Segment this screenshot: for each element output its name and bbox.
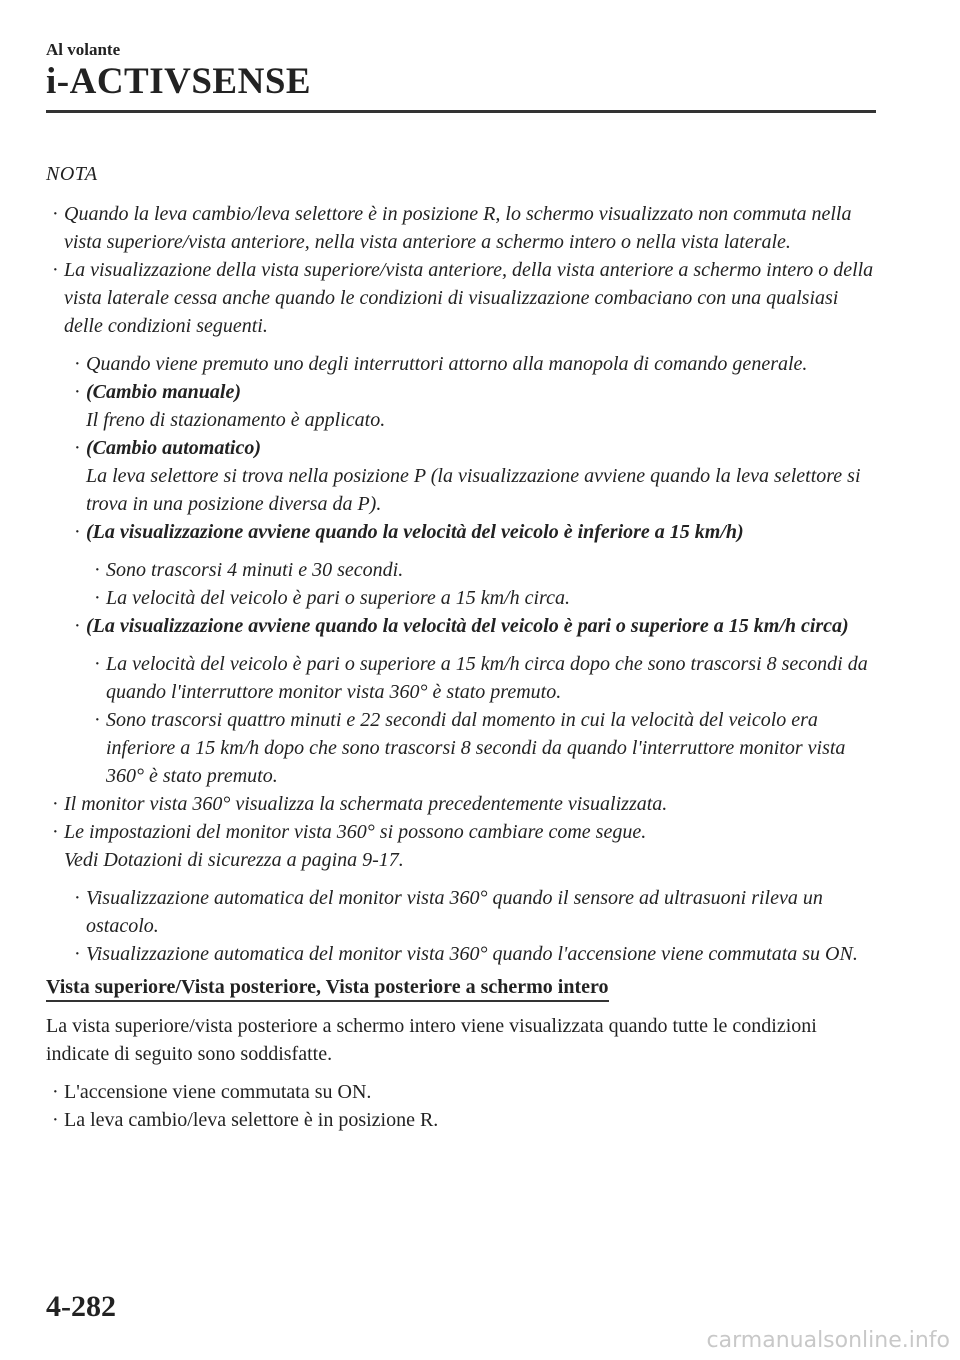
page-header — [46, 40, 311, 104]
bullet-icon: · — [94, 709, 101, 731]
bullet-icon: · — [74, 943, 81, 965]
page-number: 4-282 — [46, 1290, 116, 1323]
list-item — [52, 1078, 876, 1106]
bullet-icon: · — [52, 1081, 59, 1103]
sub-condition-item — [94, 584, 876, 612]
condition-item — [74, 612, 876, 640]
bullet-icon: · — [74, 437, 81, 459]
section-heading: Vista superiore/Vista posteriore, Vista posteriore a schermo intero — [46, 974, 609, 1002]
nota-block — [46, 200, 876, 968]
condition-text: La leva selettore si trova nella posizione P (la visualizzazione avviene quando la leva selettore si trova in una posizione diversa da P). — [86, 465, 861, 515]
list-item-text: L'accensione viene commutata su ON. — [64, 1081, 372, 1103]
bullet-icon: · — [74, 381, 81, 403]
sub-condition-item — [94, 706, 876, 790]
chapter-title: i-ACTIVSENSE — [46, 61, 312, 102]
setting-text: Visualizzazione automatica del monitor vista 360° quando il sensore ad ultrasuoni rileva un ostacolo. — [86, 887, 823, 937]
header-divider — [46, 110, 876, 113]
list-item — [52, 200, 876, 256]
bullet-icon: · — [52, 203, 59, 225]
section-label: Al volante — [46, 40, 121, 59]
condition-title: (Cambio automatico) — [86, 437, 261, 459]
condition-item — [74, 350, 876, 378]
sub-condition-text: La velocità del veicolo è pari o superiore a 15 km/h circa. — [106, 587, 570, 609]
sub-condition-text: Sono trascorsi quattro minuti e 22 secondi dal momento in cui la velocità del veicolo era inferiore a 15 km/h dopo che sono trascorsi 8 secondi da quando l'interruttore monitor vista 360° è stato premuto. — [106, 709, 846, 787]
list-item — [52, 790, 876, 818]
bullet-icon: · — [52, 793, 59, 815]
list-item-text: La leva cambio/leva selettore è in posizione R. — [64, 1109, 439, 1131]
setting-item — [74, 940, 876, 968]
nota-item-text: Le impostazioni del monitor vista 360° si possono cambiare come segue. — [64, 821, 647, 843]
condition-title: (Cambio manuale) — [86, 381, 242, 403]
list-item — [52, 818, 876, 874]
page-content — [46, 160, 876, 1134]
condition-text: Il freno di stazionamento è applicato. — [86, 409, 386, 431]
bullet-icon: · — [52, 259, 59, 281]
nota-item-text: Il monitor vista 360° visualizza la schermata precedentemente visualizzata. — [64, 793, 668, 815]
list-item — [52, 256, 876, 340]
bullet-icon: · — [74, 887, 81, 909]
bullet-icon: · — [52, 1109, 59, 1131]
condition-text: Quando viene premuto uno degli interruttori attorno alla manopola di comando generale. — [86, 353, 808, 375]
bullet-icon: · — [74, 521, 81, 543]
bullet-icon: · — [94, 559, 101, 581]
bullet-icon: · — [52, 821, 59, 843]
condition-title: (La visualizzazione avviene quando la velocità del veicolo è pari o superiore a 15 km/h circa) — [86, 615, 849, 637]
condition-item — [74, 434, 876, 518]
cross-reference: Vedi Dotazioni di sicurezza a pagina 9-17. — [64, 849, 404, 871]
nota-item-text: Quando la leva cambio/leva selettore è in posizione R, lo schermo visualizzato non commuta nella vista superiore/vista anteriore, nella vista anteriore a schermo intero o nella vista laterale. — [64, 203, 852, 253]
sub-condition-text: Sono trascorsi 4 minuti e 30 secondi. — [106, 559, 404, 581]
list-item — [52, 1106, 876, 1134]
setting-item — [74, 884, 876, 940]
sub-condition-item — [94, 556, 876, 584]
nota-item-text: La visualizzazione della vista superiore/vista anteriore, della vista anteriore a schermo intero o della vista laterale cessa anche quando le condizioni di visualizzazione combaciano con una qualsiasi delle condizioni seguenti. — [64, 259, 874, 337]
bullet-icon: · — [74, 353, 81, 375]
condition-item — [74, 378, 876, 434]
condition-item — [74, 518, 876, 546]
watermark: carmanualsonline.info — [706, 1328, 950, 1353]
sub-condition-item — [94, 650, 876, 706]
setting-text: Visualizzazione automatica del monitor vista 360° quando l'accensione viene commutata su ON. — [86, 943, 858, 965]
sub-condition-text: La velocità del veicolo è pari o superiore a 15 km/h circa dopo che sono trascorsi 8 secondi da quando l'interruttore monitor vista 360° è stato premuto. — [106, 653, 868, 703]
section-paragraph: La vista superiore/vista posteriore a schermo intero viene visualizzata quando tutte le condizioni indicate di seguito sono soddisfatte. — [46, 1015, 817, 1065]
bullet-icon: · — [94, 587, 101, 609]
bullet-icon: · — [94, 653, 101, 675]
condition-title: (La visualizzazione avviene quando la velocità del veicolo è inferiore a 15 km/h) — [86, 521, 744, 543]
bullet-icon: · — [74, 615, 81, 637]
nota-title: NOTA — [46, 163, 98, 185]
